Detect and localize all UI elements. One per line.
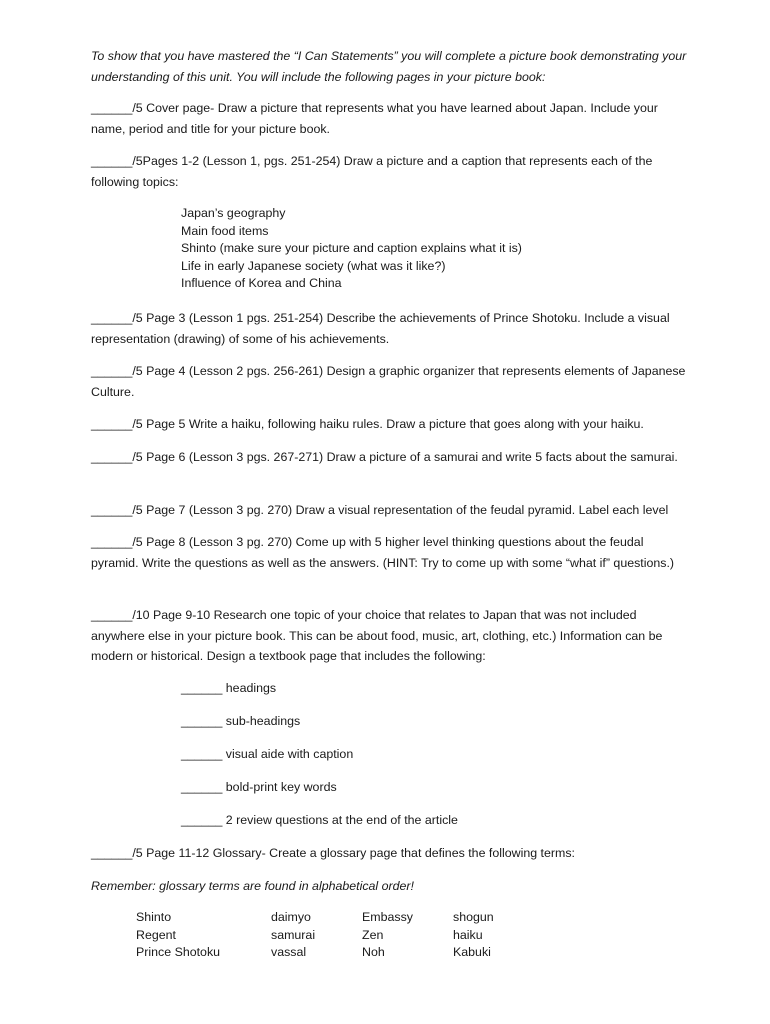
checklist-item-review-questions: ______ 2 review questions at the end of the article bbox=[181, 813, 458, 827]
remember-note: Remember: glossary terms are found in alphabetical order! bbox=[91, 879, 414, 893]
glossary-term: shogun bbox=[453, 910, 494, 924]
checklist-item-visual-aide: ______ visual aide with caption bbox=[181, 747, 354, 761]
glossary-column bbox=[271, 909, 315, 962]
glossary-term: Zen bbox=[362, 927, 384, 942]
item-page-7: ______/5 Page 7 (Lesson 3 pg. 270) Draw a visual representation of the feudal pyramid. Label each level bbox=[91, 503, 669, 517]
item-page-8: ______/5 Page 8 (Lesson 3 pg. 270) Come up with 5 higher level thinking questions about the feudal pyramid. Write the questions as well as the answers. (HINT: Try to come up with some “what if” questions.) bbox=[91, 535, 675, 570]
glossary-term: Regent bbox=[136, 927, 176, 942]
topics-list bbox=[181, 205, 661, 293]
glossary-term: haiku bbox=[453, 927, 483, 942]
glossary-term: vassal bbox=[271, 945, 307, 959]
item-page-5: ______/5 Page 5 Write a haiku, following haiku rules. Draw a picture that goes along with your haiku. bbox=[91, 417, 644, 431]
topic-item: Japan’s geography bbox=[181, 206, 286, 220]
glossary-column bbox=[136, 909, 220, 962]
topic-item: Influence of Korea and China bbox=[181, 276, 342, 290]
topic-item: Main food items bbox=[181, 223, 269, 238]
item-page-6: ______/5 Page 6 (Lesson 3 pgs. 267-271) Draw a picture of a samurai and write 5 facts about the samurai. bbox=[91, 450, 678, 464]
checklist-item-key-words: ______ bold-print key words bbox=[181, 780, 337, 794]
glossary-term: Prince Shotoku bbox=[136, 945, 221, 959]
item-pages-1-2: ______/5Pages 1-2 (Lesson 1, pgs. 251-254) Draw a picture and a caption that represents each of the following topics: bbox=[91, 154, 653, 189]
checklist-item-sub-headings: ______ sub-headings bbox=[181, 714, 301, 728]
glossary-term: Kabuki bbox=[453, 945, 491, 959]
glossary-term: samurai bbox=[271, 927, 316, 942]
item-cover-page: ______/5 Cover page- Draw a picture that represents what you have learned about Japan. Include your name, period and title for your picture book. bbox=[91, 101, 658, 136]
glossary-term: Embassy bbox=[362, 910, 413, 924]
glossary-column bbox=[453, 909, 494, 962]
glossary-column bbox=[362, 909, 413, 962]
checklist-item-headings: ______ headings bbox=[181, 681, 277, 695]
item-page-4: ______/5 Page 4 (Lesson 2 pgs. 256-261) Design a graphic organizer that represents elements of Japanese Culture. bbox=[91, 364, 686, 399]
intro-paragraph: To show that you have mastered the “I Can Statements” you will complete a picture book demonstrating your understanding of this unit. You will include the following pages in your picture book: bbox=[91, 49, 687, 84]
item-page-11-12: ______/5 Page 11-12 Glossary- Create a glossary page that defines the following terms: bbox=[91, 846, 575, 860]
topic-item: Life in early Japanese society (what was it like?) bbox=[181, 258, 446, 273]
glossary-term: Shinto bbox=[136, 910, 172, 924]
glossary-term: Noh bbox=[362, 945, 385, 959]
item-page-9-10: ______/10 Page 9-10 Research one topic of your choice that relates to Japan that was not included anywhere else in your picture book. This can be about food, music, art, clothing, etc.) Information can be modern or historical. Design a textbook page that includes the following: bbox=[91, 608, 663, 663]
item-page-3: ______/5 Page 3 (Lesson 1 pgs. 251-254) Describe the achievements of Prince Shotoku. Include a visual representation (drawing) of some of his achievements. bbox=[91, 311, 670, 346]
topic-item: Shinto (make sure your picture and caption explains what it is) bbox=[181, 241, 522, 255]
glossary-term: daimyo bbox=[271, 910, 311, 924]
